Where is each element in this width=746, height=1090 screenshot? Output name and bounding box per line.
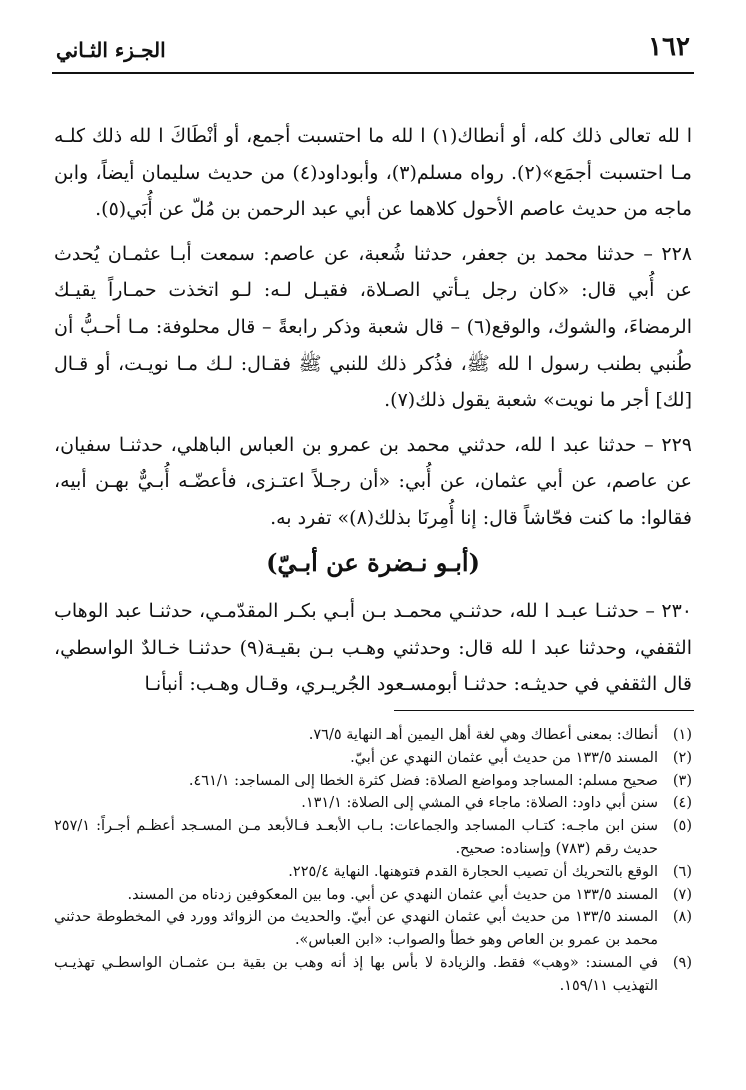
paragraph: ا لله تعالى ذلك كله، أو أنطاك(١) ا لله ما احتسبت أجمع، أو أنْطَاكَ ا لله ذلك كلـه مـا احتسبت أجمَع»(٢). رواه مسلم(٣)، وأبوداود(٤) من حديث سليمان أيضاً، وابن ماجه من حديث عاصم الأحول كلاهما عن أبي عبد الرحمن بن مُلّ عن أُبَي(٥). [54, 125, 692, 221]
footnote [54, 884, 692, 907]
footnotes [54, 724, 692, 998]
footnote-text: الوقع بالتحريك أن تصيب الحجارة القدم فتوهنها. النهاية ٢٢٥/٤. [288, 863, 658, 880]
footnote-text: المسند ١٣٣/٥ من حديث أبي عثمان النهدي عن أبيّ. والحديث من الزوائد وورد في المخطوطة حدثني محمد بن عمرو بن العاص وهو خطأ والصواب: «ابن العباس». [54, 909, 658, 949]
running-header [52, 30, 694, 74]
footnote-number: (١) [672, 727, 692, 743]
footnote-number: (٨) [672, 909, 692, 926]
footnote-text: صحيح مسلم: المساجد ومواضع الصلاة: فضل كثرة الخطا إلى المساجد: ٤٦١/١. [188, 772, 658, 789]
footnote-divider [394, 710, 694, 711]
footnote [54, 906, 692, 952]
footnote [54, 952, 692, 998]
footnote-text: سنن أبي داود: الصلاة: ماجاء في المشي إلى الصلاة: ١٣١/١. [301, 795, 658, 812]
footnote-text: في المسند: «وهب» فقط. والزيادة لا بأس بها إذ أنه وهب بن بقية بـن عثمـان الواسطـي تهذيـب التهذيب ١٥٩/١١. [54, 954, 658, 994]
footnote-number: (٣) [672, 772, 692, 789]
footnote-number: (٦) [672, 863, 692, 880]
running-title: الجـزء الثـاني [56, 38, 166, 62]
footnote-text: سنن ابن ماجـه: كتـاب المساجد والجماعات: بـاب الأبعـد فـالأبعد مـن المسـجد أعظـم أجـراً: ٢٥٧/١ حديث رقم (٧٨٣) وإسناده: صحيح. [54, 818, 658, 857]
footnote [54, 724, 692, 747]
main-text [54, 118, 692, 711]
hadith-230: ٢٣٠ – حدثنـا عبـد ا لله، حدثنـي محمـد بـن أبـي بكـر المقدّمـي، حدثنـا عبد الوهاب الثقفي، وحدثنا عبد ا لله قال: وحدثني وهـب بـن بقيـة(٩) حدثنـا خـالدٌ الواسطي، قال الثقفي في حديثـه: حدثنـا أبومسـعود الجُريـري، وقـال وهـب: أنبأنـا [54, 600, 692, 696]
footnote-number: (٥) [672, 818, 692, 835]
footnote-text: أنطاك: بمعنى أعطاك وهي لغة أهل اليمين أهـ النهاية ٧٦/٥. [308, 727, 658, 743]
footnote [54, 815, 692, 861]
footnote-text: المسند ١٣٣/٥ من حديث أبي عثمان النهدي عن أبي. وما بين المعكوفين زدناه من المسند. [127, 886, 658, 903]
page-number: ١٦٢ [648, 32, 690, 62]
footnote-number: (٤) [672, 795, 692, 812]
footnote [54, 792, 692, 815]
footnote [54, 770, 692, 793]
footnote-text: المسند ١٣٣/٥ من حديث أبي عثمان النهدي عن أبيّ. [350, 749, 658, 766]
section-heading: (أبـو نـضرة عن أبـيّ) [266, 547, 480, 577]
footnote-number: (٢) [672, 749, 692, 766]
hadith-228: ٢٢٨ – حدثنا محمد بن جعفر، حدثنا شُعبة، عن عاصم: سمعت أبـا عثمـان يُحدث عن أُبي قال: «كان رجل يـأتي الصـلاة، فقيـل لـه: لـو اتخذت حمـاراً يقيـك الرمضاءَ، والشوك، والوقع(٦) – قال شعبة وذكر رابعةً – قال محلوفة: مـا أحـبُّ أن طُنبي بطنب رسول ا لله ﷺ، فذُكر ذلك للنبي ﷺ فقـال: لـك مـا نويـت، أو قـال [لك] أجر ما نويت» شعبة يقول ذلك(٧). [54, 242, 692, 412]
footnote [54, 747, 692, 770]
hadith-229: ٢٢٩ – حدثنا عبد ا لله، حدثني محمد بن عمرو بن العباس الباهلي، حدثنـا سفيان، عن عاصم، عن أبي عثمان، عن أُبي: «أن رجـلاً اعتـزى، فأعضّـه أُبـيٌّ بهـن أبيه، فقالوا: ما كنت فحّاشاً قال: إنا أُمِرنَا بذلك(٨)» تفرد به. [54, 433, 692, 529]
footnote [54, 861, 692, 884]
footnote-number: (٧) [672, 886, 692, 903]
footnote-number: (٩) [672, 954, 692, 971]
